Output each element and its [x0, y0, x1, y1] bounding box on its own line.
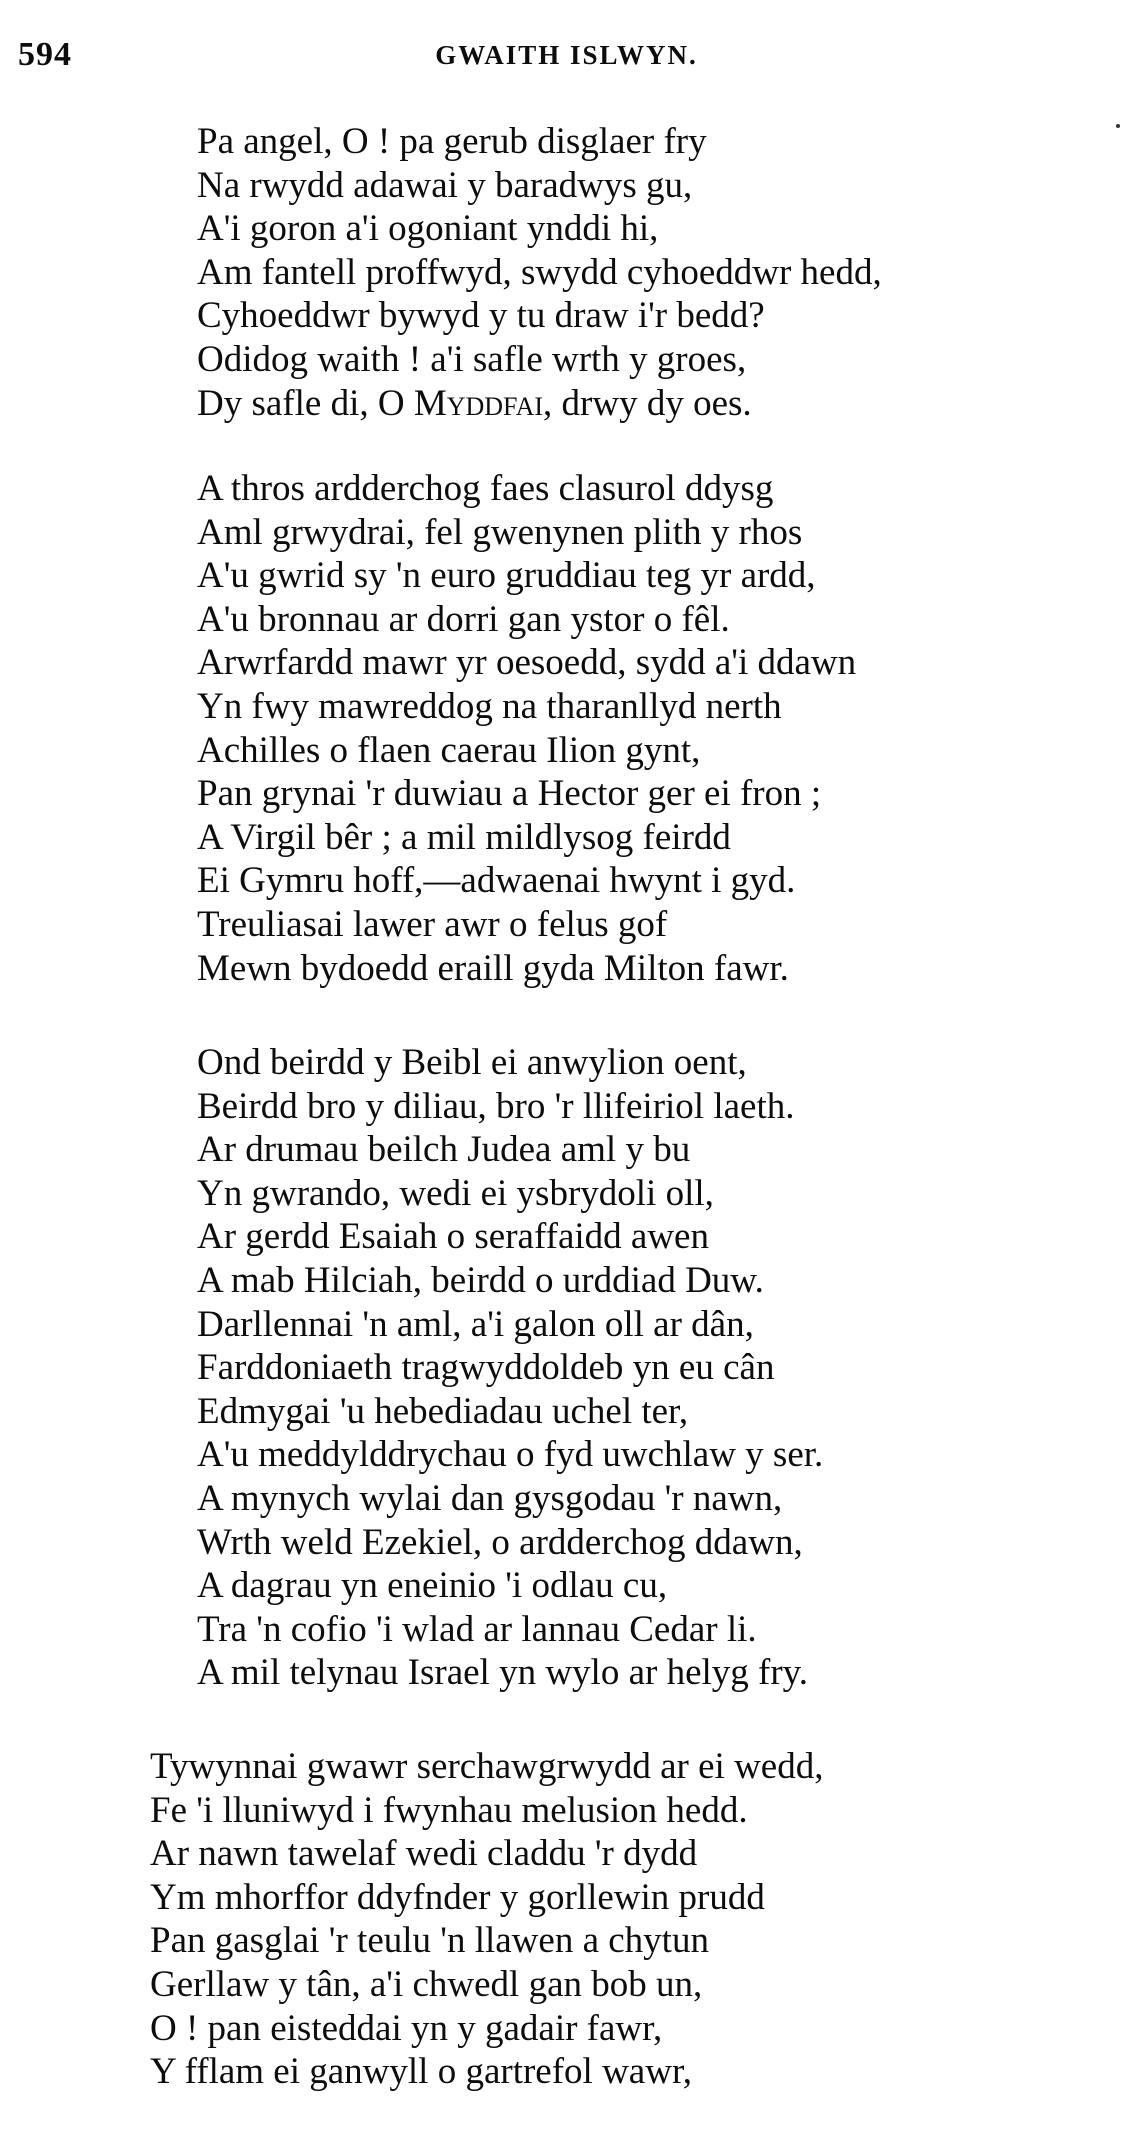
- stanza: [197, 467, 856, 990]
- verse-line: A mil telynau Israel yn wylo ar helyg fry.: [197, 1652, 809, 1694]
- verse-line: Ym mhorffor ddyfnder y gorllewin prudd: [150, 1876, 765, 1918]
- verse-line: Y fflam ei ganwyll o gartrefol wawr,: [150, 2051, 693, 2093]
- verse-line: Farddoniaeth tragwyddoldeb yn eu cân: [197, 1347, 775, 1389]
- verse-line: A'u bronnau ar dorri gan ystor o fêl.: [197, 598, 730, 640]
- verse-line: Ar nawn tawelaf wedi claddu 'r dydd: [150, 1833, 698, 1875]
- page-number: 594: [18, 36, 72, 73]
- verse-line: Pan gasglai 'r teulu 'n llawen a chytun: [150, 1920, 709, 1962]
- verse-line: Beirdd bro y diliau, bro 'r llifeiriol laeth.: [197, 1085, 795, 1127]
- verse-line: Pan grynai 'r duwiau a Hector ger ei fron ;: [197, 773, 822, 815]
- verse-line: Mewn bydoedd eraill gyda Milton fawr.: [197, 947, 789, 989]
- stanza: [150, 1745, 823, 2094]
- verse-line: Ar drumau beilch Judea aml y bu: [197, 1129, 691, 1171]
- verse-line: Darllennai 'n aml, a'i galon oll ar dân,: [197, 1303, 754, 1345]
- verse-line: A thros ardderchog faes clasurol ddysg: [197, 468, 774, 509]
- stanza: [197, 120, 882, 425]
- verse-line: Treuliasai lawer awr o felus gof: [197, 903, 668, 945]
- verse-line: A'u gwrid sy 'n euro gruddiau teg yr ardd,: [197, 555, 816, 597]
- verse-line-start: Dy safle di, O: [197, 382, 414, 424]
- verse-line: Ond beirdd y Beibl ei anwylion oent,: [197, 1042, 747, 1083]
- verse-line: Fe 'i lluniwyd i fwynhau melusion hedd.: [150, 1789, 748, 1831]
- print-speck: [1116, 124, 1120, 128]
- place-name-myddfai: Myddfai: [413, 382, 544, 424]
- verse-line: A'i goron a'i ogoniant ynddi hi,: [197, 208, 659, 250]
- verse-line: Pa angel, O ! pa gerub disglaer fry: [197, 121, 707, 162]
- verse-line: Gerllaw y tân, a'i chwedl gan bob un,: [150, 1963, 703, 2005]
- verse-line: Cyhoeddwr bywyd y tu draw i'r bedd?: [197, 295, 765, 337]
- verse-line: Wrth weld Ezekiel, o ardderchog ddawn,: [197, 1521, 803, 1563]
- verse-line: Am fantell proffwyd, swydd cyhoeddwr hedd,: [197, 251, 882, 293]
- verse-line: Tra 'n cofio 'i wlad ar lannau Cedar li.: [197, 1608, 757, 1650]
- stanza: [197, 1041, 823, 1695]
- verse-line: A mynych wylai dan gysgodau 'r nawn,: [197, 1477, 783, 1519]
- verse-line: Aml grwydrai, fel gwenynen plith y rhos: [197, 511, 803, 553]
- verse-line: O ! pan eisteddai yn y gadair fawr,: [150, 2007, 663, 2049]
- verse-line: Yn gwrando, wedi ei ysbrydoli oll,: [197, 1172, 714, 1214]
- verse-line: Yn fwy mawreddog na tharanllyd nerth: [197, 685, 782, 727]
- verse-line: A mab Hilciah, beirdd o urddiad Duw.: [197, 1259, 764, 1301]
- verse-line: Ar gerdd Esaiah o seraffaidd awen: [197, 1216, 709, 1258]
- verse-line: Tywynnai gwawr serchawgrwydd ar ei wedd,: [150, 1746, 824, 1787]
- page-header: [18, 36, 1115, 76]
- verse-line: Na rwydd adawai y baradwys gu,: [197, 164, 693, 206]
- verse-line: Ei Gymru hoff,—adwaenai hwynt i gyd.: [197, 860, 796, 902]
- verse-line: A'u meddylddrychau o fyd uwchlaw y ser.: [197, 1434, 824, 1476]
- verse-line: Achilles o flaen caerau Ilion gynt,: [197, 729, 701, 771]
- verse-line-end: , drwy dy oes.: [543, 382, 752, 424]
- verse-line: Edmygai 'u hebediadau uchel ter,: [197, 1390, 689, 1432]
- verse-line: [197, 382, 882, 426]
- verse-line: Arwrfardd mawr yr oesoedd, sydd a'i ddawn: [197, 642, 857, 684]
- verse-line: A Virgil bêr ; a mil mildlysog feirdd: [197, 816, 731, 858]
- verse-line: Odidog waith ! a'i safle wrth y groes,: [197, 338, 747, 380]
- running-title: GWAITH ISLWYN.: [435, 40, 698, 70]
- verse-line: A dagrau yn eneinio 'i odlau cu,: [197, 1565, 668, 1607]
